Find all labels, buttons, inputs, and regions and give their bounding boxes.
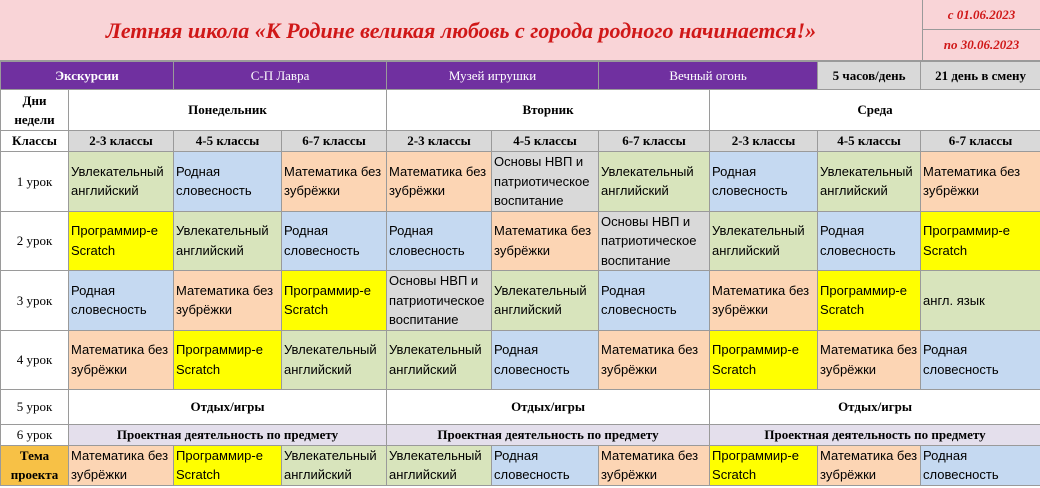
lesson-cell: Математика без зубрёжки <box>492 211 599 271</box>
lesson-cell: Математика без зубрёжки <box>818 330 921 389</box>
lesson-cell: Родная словесность <box>387 211 492 271</box>
grade-header: 4-5 классы <box>492 131 599 152</box>
topic-cell: Математика без зубрёжки <box>599 445 710 485</box>
lesson-label: 3 урок <box>1 271 69 331</box>
project-topic-row <box>1 445 1040 485</box>
grade-header: 6-7 классы <box>599 131 710 152</box>
grade-header: 4-5 классы <box>818 131 921 152</box>
topic-cell: Программир-е Scratch <box>710 445 818 485</box>
topic-cell: Родная словесность <box>921 445 1040 485</box>
rest-activity: Отдых/игры <box>69 389 387 424</box>
project-topic-label: Тема проекта <box>1 445 69 485</box>
lesson-cell: Математика без зубрёжки <box>921 152 1040 212</box>
date-from: с 01.06.2023 <box>923 0 1040 30</box>
lesson-row-3 <box>1 271 1040 331</box>
lesson-cell: Увлекательный английский <box>818 152 921 212</box>
grade-header: 2-3 классы <box>387 131 492 152</box>
lesson-cell: Программир-е Scratch <box>818 271 921 331</box>
lesson-cell: Родная словесность <box>174 152 282 212</box>
lesson-cell: Основы НВП и патриотическое воспитание <box>599 211 710 271</box>
lesson-cell: Увлекательный английский <box>69 152 174 212</box>
day-header: Вторник <box>387 90 710 131</box>
hours-per-day: 5 часов/день <box>818 62 921 90</box>
grade-header: 4-5 классы <box>174 131 282 152</box>
lesson-label: 4 урок <box>1 330 69 389</box>
topic-cell: Увлекательный английский <box>387 445 492 485</box>
lesson-cell: Программир-е Scratch <box>710 330 818 389</box>
lesson-row-5 <box>1 389 1040 424</box>
day-header: Среда <box>710 90 1040 131</box>
lesson-label: 2 урок <box>1 211 69 271</box>
lesson-cell: Программир-е Scratch <box>282 271 387 331</box>
classes-label: Классы <box>1 131 69 152</box>
lesson-cell: Увлекательный английский <box>492 271 599 331</box>
project-activity: Проектная деятельность по предмету <box>387 424 710 445</box>
excursions-label: Экскурсии <box>1 62 174 90</box>
grade-header: 6-7 классы <box>921 131 1040 152</box>
excursion-place: Вечный огонь <box>599 62 818 90</box>
lesson-label: 5 урок <box>1 389 69 424</box>
lesson-cell: Математика без зубрёжки <box>710 271 818 331</box>
lesson-cell: Увлекательный английский <box>174 211 282 271</box>
lesson-cell: Родная словесность <box>492 330 599 389</box>
lesson-cell: Родная словесность <box>818 211 921 271</box>
lesson-row-2 <box>1 211 1040 271</box>
days-per-shift: 21 день в смену <box>921 62 1040 90</box>
schedule-table <box>0 61 1040 486</box>
date-to: по 30.06.2023 <box>923 30 1040 61</box>
lesson-cell: Математика без зубрёжки <box>282 152 387 212</box>
day-of-week-label: Дни недели <box>1 90 69 131</box>
grade-header: 6-7 классы <box>282 131 387 152</box>
excursion-place: С-П Лавра <box>174 62 387 90</box>
project-activity: Проектная деятельность по предмету <box>69 424 387 445</box>
lesson-label: 6 урок <box>1 424 69 445</box>
lesson-cell: Математика без зубрёжки <box>69 330 174 389</box>
lesson-cell: Родная словесность <box>710 152 818 212</box>
lesson-cell: Родная словесность <box>69 271 174 331</box>
excursions-row <box>1 62 1040 90</box>
excursion-place: Музей игрушки <box>387 62 599 90</box>
topic-cell: Родная словесность <box>492 445 599 485</box>
lesson-row-4 <box>1 330 1040 389</box>
lesson-row-6 <box>1 424 1040 445</box>
grades-row <box>1 131 1040 152</box>
days-row <box>1 90 1040 131</box>
grade-header: 2-3 классы <box>710 131 818 152</box>
lesson-cell: Программир-е Scratch <box>174 330 282 389</box>
lesson-cell: Увлекательный английский <box>282 330 387 389</box>
lesson-label: 1 урок <box>1 152 69 212</box>
lesson-cell: Родная словесность <box>282 211 387 271</box>
lesson-cell: Математика без зубрёжки <box>387 152 492 212</box>
grade-header: 2-3 классы <box>69 131 174 152</box>
lesson-cell: Увлекательный английский <box>710 211 818 271</box>
lesson-cell: Математика без зубрёжки <box>174 271 282 331</box>
topic-cell: Математика без зубрёжки <box>69 445 174 485</box>
topic-cell: Математика без зубрёжки <box>818 445 921 485</box>
lesson-cell: Программир-е Scratch <box>69 211 174 271</box>
lesson-cell: Математика без зубрёжки <box>599 330 710 389</box>
lesson-row-1 <box>1 152 1040 212</box>
lesson-cell: англ. язык <box>921 271 1040 331</box>
page-title: Летняя школа «К Родине великая любовь с города родного начинается!» <box>0 0 923 61</box>
lesson-cell: Основы НВП и патриотическое воспитание <box>492 152 599 212</box>
lesson-cell: Основы НВП и патриотическое воспитание <box>387 271 492 331</box>
day-header: Понедельник <box>69 90 387 131</box>
rest-activity: Отдых/игры <box>387 389 710 424</box>
topic-cell: Программир-е Scratch <box>174 445 282 485</box>
topic-cell: Увлекательный английский <box>282 445 387 485</box>
lesson-cell: Увлекательный английский <box>387 330 492 389</box>
lesson-cell: Родная словесность <box>599 271 710 331</box>
rest-activity: Отдых/игры <box>710 389 1040 424</box>
lesson-cell: Родная словесность <box>921 330 1040 389</box>
lesson-cell: Увлекательный английский <box>599 152 710 212</box>
project-activity: Проектная деятельность по предмету <box>710 424 1040 445</box>
lesson-cell: Программир-е Scratch <box>921 211 1040 271</box>
